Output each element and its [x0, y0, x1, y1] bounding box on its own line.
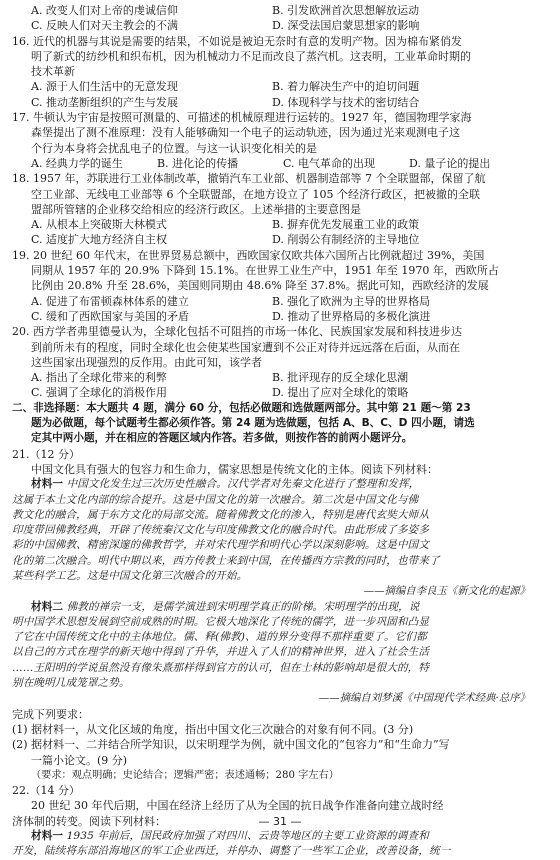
page-number: — 31 — — [258, 814, 302, 828]
q21-material-1-line: 某些科学工艺。这是中国文化第三次融合的开始。 — [12, 569, 248, 582]
q21-intro: 中国文化具有强大的包容力和生命力，儒家思想是传统文化的主体。阅读下列材料： — [31, 462, 438, 476]
q21-material-2-line: ……王阳明的学说虽然没有像朱熹那样得到官方的认可，但在士林的影响却是很大的，特 — [12, 661, 430, 674]
q21-material-1-line: 化的第二次融合。明代中期以来，西方传教士来到中国，在传播西方宗教的同时，也带来了 — [12, 554, 440, 567]
q19-options-row2 — [12, 309, 550, 324]
q20-option-a: A. 指出了全球化带来的利弊 — [31, 371, 167, 385]
q22-material-1-text: 1935 年前后，国民政府加强了对四川、云贵等地区的主要工业资源的调查和 — [66, 830, 429, 843]
q21-material-2-first-line — [12, 600, 550, 615]
q18-option-b: B. 摒弃优先发展重工业的政策 — [272, 218, 420, 232]
q18-option-a: A. 从根本上突破斯大林模式 — [31, 218, 167, 232]
q15-option-b: B. 引发欧洲首次思想解放运动 — [272, 4, 420, 17]
q22-intro-line-2: 济体制的转变。阅读下列材料： — [12, 814, 166, 828]
q16-stem-line-3: 技术革新 — [31, 65, 75, 79]
q16-option-a: A. 源于人们生活中的无意发现 — [31, 80, 178, 94]
q19-stem-line-3: 比例由 20.8% 升至 28.6%，美国则同期由 48.6% 降至 37.8%。据此可知，西欧经济的发展 — [31, 279, 489, 293]
q21-material-1-line: 这属于本土文化内部的综合提升。这是中国文化的第一次融合。第二次是中国文化与佛 — [12, 493, 419, 506]
q17-stem-line-2: 森堡提出了测不准原理：没有人能够确知一个电子的运动轨迹，因为通过光来观测电子这 — [31, 126, 460, 140]
q21-requirement-2-note: （要求：观点明确；史论结合；逻辑严密；表述通畅；280 字左右） — [31, 769, 339, 781]
q21-material-1-first-line — [12, 477, 550, 492]
q15-option-d: D. 深受法国启蒙思想家的影响 — [272, 19, 420, 33]
q21-requirement-2: (2) 据材料一、二并结合所学知识，以宋明理学为例，就中国文化的“包容力”和“生命力”写 — [12, 738, 450, 752]
section-2-heading-line-3: 定其中两小题，并在相应的答题区域内作答。若多做，则按作答的前两小题评分。 — [31, 432, 413, 445]
q16-option-d: D. 体现科学与技术的密切结合 — [272, 95, 420, 109]
q21-material-1-line: 彩的中国佛教、精密深邃的佛教哲学，并对宋代理学和明代心学以深刻影响。这是中国文 — [12, 539, 430, 552]
q20-options-row1 — [12, 370, 550, 385]
q17-options — [12, 156, 550, 171]
q19-option-d: D. 推动了世界格局的多极化演进 — [272, 309, 431, 323]
q18-stem-line-3: 盟部所管辖的企业移交给相应的经济行政区。上述举措的主要意图是 — [31, 202, 361, 216]
q18-options-row2 — [12, 232, 550, 247]
q18-option-c: C. 适度扩大地方经济自主权 — [31, 233, 168, 247]
q16-stem-line-2: 明了新式的纺纱机和织布机，因为机械动力不足而改良了蒸汽机。这表明，工业革命时期的 — [31, 49, 471, 63]
q15-option-a: A. 改变人们对上帝的虔诚信仰 — [31, 4, 178, 17]
section-2-heading-line-2: 题为必做题，每个试题考生都必须作答。第 24 题为选做题，包括 A、B、C、D 四小题，请选 — [31, 417, 475, 430]
q17-stem-line-1: 17. 牛顿认为宇宙是按照可测量的、可描述的机械原理进行运转的。1927 年，德国物理学家海 — [12, 111, 472, 125]
q15-option-c: C. 反映人们对天主教会的不满 — [31, 19, 179, 33]
q21-material-2-line: 明中国学术思想发展到空前成熟的时期。它极大地深化了传统的儒学，进一步巩固和凸显 — [12, 615, 430, 628]
q16-option-c: C. 推动垄断组织的产生与发展 — [31, 95, 179, 109]
q20-option-d: D. 提出了应对全球化的策略 — [272, 386, 409, 400]
q17-stem-line-3: 个行为本身将会扰乱电子的位置。与这一认识变化相关的是 — [31, 141, 317, 155]
q22-heading: 22.（14 分） — [12, 784, 80, 798]
q21-requirement-1: (1) 据材料一，从文化区域的角度，指出中国文化三次融合的对象有何不同。(3 分) — [12, 722, 414, 736]
section-2-heading-line-1: 二、非选择题：本大题共 4 题，满分 60 分，包括必做题和选做题两部分。其中第 21 题～第 23 — [12, 401, 471, 414]
q19-option-c: C. 缓和了西欧国家与美国的矛盾 — [31, 309, 190, 323]
q22-material-1-line: 开发，陆续将东部沿海地区的军工企业西迁，并停办、调整了一些军工企业，改善设备，统一 — [12, 845, 451, 858]
q21-material-1-line: 印度带回佛教经典，开辟了传统秦汉文化与印度佛教文化的融合时代。由此形成了多姿多 — [12, 524, 430, 537]
q19-stem-line-1: 19. 20 世纪 60 年代末，在世界贸易总额中，西欧国家仅欧共体六国所占比例就超过 39%，美国 — [12, 248, 485, 262]
q21-material-2-line: 以自己的方式在理学的新天地中得到了升华，并进入了人们的精神世界，进入了社会生活 — [12, 646, 430, 659]
q16-options-row1 — [12, 79, 550, 94]
q21-material-1-label: 材料一 — [31, 478, 64, 491]
q19-stem-line-2: 同期从 1957 年的 20.9% 下降到 15.1%。在世界工业生产中，1951 年至 1970 年，西欧所占 — [31, 264, 499, 278]
q16-stem-line-1: 16. 近代的机器与其说是需要的结果，不如说是被迫无奈时有意的发明产物。因为棉布紧俏发 — [12, 34, 462, 48]
q17-option-b: B. 进化论的传播 — [157, 156, 239, 170]
q21-material-2-line: 了它在中国传统文化中的主体地位。儒、释(佛教)、道的界分变得不那样重要了。它们都 — [12, 631, 427, 644]
q18-stem-line-2: 空工业部、无线电工业部等 6 个全联盟部，在地方设立了 105 个经济行政区，把被撤的全联 — [31, 187, 480, 201]
q19-options-row1 — [12, 294, 550, 309]
q16-options-row2 — [12, 95, 550, 110]
q21-material-2-source: ——摘编自刘梦溪《中国现代学术经典·总序》 — [318, 692, 530, 705]
q18-options-row1 — [12, 217, 550, 232]
q19-option-a: A. 促进了布雷顿森林体系的建立 — [31, 294, 189, 308]
q20-stem-line-1: 20. 西方学者弗里德曼认为，全球化包括不可阻挡的市场一体化、民族国家发展和科技进步达 — [12, 325, 462, 339]
q18-stem-line-1: 18. 1957 年，苏联进行工业体制改革，撤销汽车工业部、机器制造部等 7 个全联盟部，保留了航 — [12, 172, 486, 186]
q21-material-1-line: 教文化的融合，属于东方文化的局部交流。随着佛教文化的渗入，特别是唐代玄奘大师从 — [12, 508, 430, 521]
q16-option-b: B. 着力解决生产中的迫切问题 — [272, 80, 420, 94]
q18-option-d: D. 削弱公有制经济的主导地位 — [272, 233, 420, 247]
q21-material-2-text: 佛教的禅宗一支，是儒学演进到宋明理学真正的阶梯。宋明理学的出现，说 — [66, 600, 420, 613]
q20-option-c: C. 强调了全球化的消极作用 — [31, 386, 168, 400]
q20-stem-line-3: 这些国家出现强烈的反作用。由此可知，该学者 — [31, 355, 262, 369]
q22-material-1-label: 材料一 — [31, 830, 64, 843]
q22-material-1-first-line — [12, 829, 550, 844]
q20-option-b: B. 批评现存的反全球化思潮 — [272, 371, 409, 385]
q19-option-b: B. 强化了欧洲为主导的世界格局 — [272, 294, 431, 308]
q21-task-intro: 完成下列要求： — [12, 707, 89, 721]
q21-material-2-label: 材料二 — [31, 600, 64, 613]
q21-material-1-source: ——摘编自李良玉《新文化的起源》 — [363, 585, 530, 598]
q15-options-row1 — [12, 3, 550, 18]
q20-stem-line-2: 到前所未有的程度，同时全球化也会使某些国家遭到不公正对待并远远落在后面，从而在 — [31, 340, 460, 354]
q17-option-a: A. 经典力学的诞生 — [31, 156, 123, 170]
q21-material-1-text: 中国文化发生过三次历史性融合。汉代学者对先秦文化进行了整理和发挥， — [66, 478, 420, 491]
q20-options-row2 — [12, 385, 550, 400]
q21-material-2-line: 别在晚明几成笼罩之势。 — [12, 677, 130, 690]
q22-intro-line-1: 20 世纪 30 年代后期，中国在经济上经历了从为全国的抗日战争作准备向建立战时经 — [31, 799, 444, 813]
q17-option-c: C. 电气革命的出现 — [283, 156, 376, 170]
q21-heading: 21.（12 分） — [12, 447, 80, 461]
q17-option-d: D. 量子论的提出 — [409, 156, 491, 170]
q15-options-row2 — [12, 18, 550, 33]
q21-requirement-2-cont: 一篇小论文。(9 分) — [31, 753, 128, 767]
